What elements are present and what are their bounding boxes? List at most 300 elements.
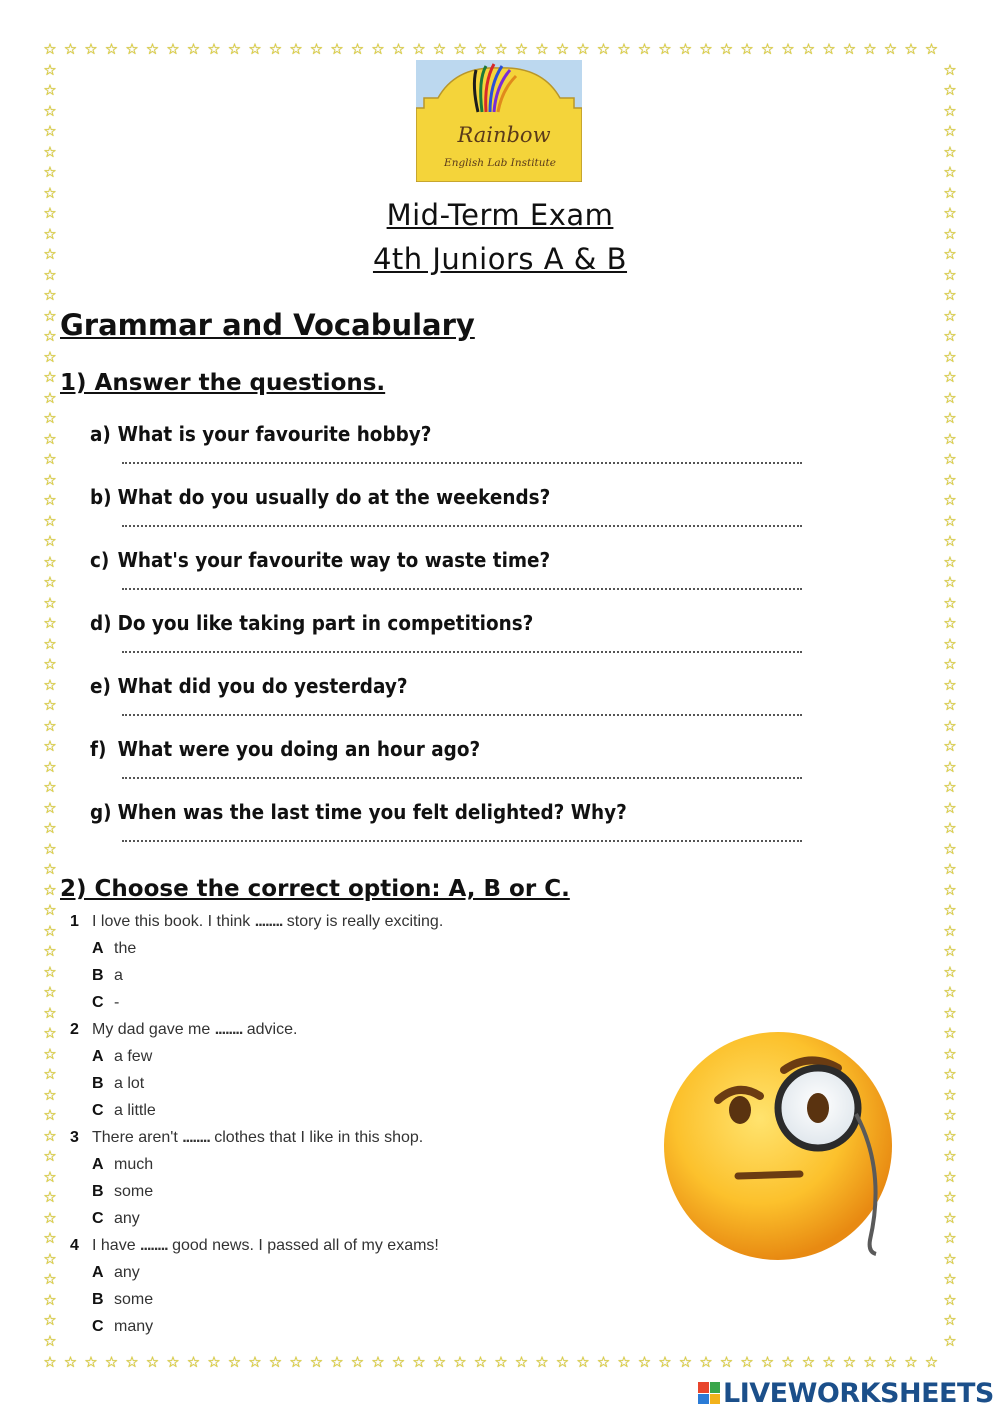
star-icon: ☆ (514, 1353, 529, 1371)
star-icon: ☆ (43, 204, 57, 222)
star-icon: ☆ (658, 40, 672, 58)
star-icon: ☆ (943, 552, 957, 571)
star-icon: ☆ (943, 388, 957, 407)
star-icon: ☆ (576, 1353, 590, 1371)
star-icon: ☆ (453, 40, 467, 58)
option-letter: B (92, 1291, 104, 1308)
star-icon: ☆ (43, 737, 57, 755)
mc-option-b[interactable] (92, 1183, 153, 1201)
star-icon: ☆ (43, 675, 57, 694)
star-icon: ☆ (43, 163, 57, 181)
star-icon: ☆ (943, 1126, 957, 1145)
star-icon: ☆ (309, 40, 324, 58)
star-icon: ☆ (943, 942, 957, 960)
option-letter: B (92, 967, 104, 984)
star-icon: ☆ (943, 142, 957, 161)
star-icon: ☆ (699, 1353, 713, 1371)
star-icon: ☆ (43, 1167, 57, 1186)
mc-option-c[interactable] (92, 994, 119, 1012)
part2-heading: 2) Choose the correct option: A, B or C. (60, 876, 570, 902)
star-icon: ☆ (514, 40, 529, 58)
question-label: g) (90, 800, 112, 824)
option-text: any (114, 1264, 140, 1281)
star-icon: ☆ (943, 634, 957, 653)
star-icon: ☆ (43, 901, 57, 919)
star-icon: ☆ (943, 368, 957, 386)
section-heading: Grammar and Vocabulary (60, 308, 475, 342)
mc-text-after: story is really exciting. (286, 913, 444, 930)
star-icon: ☆ (43, 860, 57, 878)
star-icon: ☆ (371, 40, 385, 58)
star-icon: ☆ (104, 1353, 119, 1371)
star-icon: ☆ (943, 1208, 957, 1227)
mc-blank[interactable]: ........ (182, 1129, 210, 1146)
star-icon: ☆ (84, 1353, 98, 1371)
question-2 (90, 485, 550, 509)
star-icon: ☆ (391, 40, 406, 58)
star-icon: ☆ (924, 40, 939, 58)
star-icon: ☆ (43, 1229, 57, 1247)
star-icon: ☆ (535, 1353, 549, 1371)
star-icon: ☆ (943, 757, 957, 776)
mc-text-after: advice. (246, 1021, 298, 1038)
star-icon: ☆ (43, 1106, 57, 1124)
question-label: b) (90, 485, 112, 509)
star-icon: ☆ (43, 183, 57, 202)
star-icon: ☆ (943, 245, 957, 263)
star-icon: ☆ (943, 819, 957, 837)
option-letter: C (92, 1318, 104, 1335)
mc-option-c[interactable] (92, 1210, 140, 1228)
star-icon: ☆ (781, 40, 795, 58)
answer-line-4[interactable] (122, 649, 802, 653)
star-icon: ☆ (43, 552, 57, 571)
question-text: What were you doing an hour ago? (117, 737, 481, 761)
star-icon: ☆ (658, 1353, 672, 1371)
star-icon: ☆ (801, 1353, 816, 1371)
star-icon: ☆ (207, 1353, 221, 1371)
answer-line-3[interactable] (122, 586, 802, 590)
star-icon: ☆ (125, 1353, 139, 1371)
star-icon: ☆ (943, 655, 957, 673)
star-icon: ☆ (248, 40, 262, 58)
star-icon: ☆ (43, 450, 57, 468)
question-4 (90, 611, 533, 635)
mc-number: 1 (70, 913, 79, 930)
star-icon: ☆ (227, 40, 242, 58)
star-icon: ☆ (207, 40, 221, 58)
mc-question-4 (70, 1237, 439, 1255)
option-letter: B (92, 1075, 104, 1092)
star-icon: ☆ (43, 983, 57, 1001)
mc-question-1 (70, 913, 443, 931)
mc-option-b[interactable] (92, 1075, 144, 1093)
mc-text-before: My dad gave me (92, 1021, 211, 1038)
mc-text-before: I love this book. I think (92, 913, 251, 930)
star-icon: ☆ (943, 716, 957, 735)
part1-heading: 1) Answer the questions. (60, 370, 386, 396)
answer-line-7[interactable] (122, 838, 802, 842)
star-icon: ☆ (63, 1353, 78, 1371)
star-icon: ☆ (43, 1065, 57, 1083)
mc-text-before: I have (92, 1237, 136, 1254)
star-icon: ☆ (822, 40, 836, 58)
star-icon: ☆ (943, 614, 957, 632)
option-text: a few (114, 1048, 153, 1065)
star-icon: ☆ (842, 1353, 857, 1371)
question-3 (90, 548, 550, 572)
answer-line-2[interactable] (122, 523, 802, 527)
option-text: some (114, 1183, 154, 1200)
star-icon: ☆ (637, 1353, 652, 1371)
star-icon: ☆ (350, 1353, 365, 1371)
star-icon: ☆ (330, 1353, 344, 1371)
star-icon: ☆ (943, 1290, 957, 1309)
star-icon: ☆ (494, 1353, 508, 1371)
star-icon: ☆ (43, 40, 57, 58)
star-icon: ☆ (943, 839, 957, 858)
star-icon: ☆ (943, 1167, 957, 1186)
mc-number: 4 (70, 1237, 79, 1254)
star-icon: ☆ (943, 265, 957, 284)
star-icon: ☆ (227, 1353, 242, 1371)
star-icon: ☆ (43, 1311, 57, 1329)
star-icon: ☆ (637, 40, 652, 58)
star-icon: ☆ (943, 183, 957, 202)
option-text: any (114, 1210, 140, 1227)
question-label: d) (90, 611, 112, 635)
question-7 (90, 800, 627, 824)
question-label: c) (90, 548, 110, 572)
mc-option-c[interactable] (92, 1102, 156, 1120)
star-icon: ☆ (43, 880, 57, 899)
question-text: When was the last time you felt delighted? Why? (117, 800, 627, 824)
star-icon: ☆ (248, 1353, 262, 1371)
star-icon: ☆ (145, 40, 160, 58)
option-letter: A (92, 1264, 104, 1281)
star-icon: ☆ (43, 511, 57, 530)
star-icon: ☆ (43, 429, 57, 448)
question-text: What do you usually do at the weekends? (117, 485, 551, 509)
star-icon: ☆ (43, 1208, 57, 1227)
star-icon: ☆ (494, 40, 508, 58)
star-icon: ☆ (943, 409, 957, 427)
star-icon: ☆ (309, 1353, 324, 1371)
mc-option-a[interactable] (92, 1156, 153, 1174)
star-icon: ☆ (43, 122, 57, 140)
star-icon: ☆ (943, 983, 957, 1001)
star-icon: ☆ (43, 491, 57, 509)
star-icon: ☆ (453, 1353, 467, 1371)
star-icon: ☆ (43, 1003, 57, 1022)
star-icon: ☆ (43, 1249, 57, 1268)
star-icon: ☆ (43, 245, 57, 263)
star-icon: ☆ (166, 1353, 180, 1371)
star-icon: ☆ (943, 1003, 957, 1022)
star-icon: ☆ (43, 716, 57, 735)
option-text: a little (114, 1102, 156, 1119)
star-icon: ☆ (43, 1331, 57, 1350)
star-icon: ☆ (43, 942, 57, 960)
star-icon: ☆ (432, 40, 447, 58)
question-1 (90, 422, 431, 446)
star-icon: ☆ (943, 1270, 957, 1288)
star-icon: ☆ (43, 1188, 57, 1206)
star-icon: ☆ (43, 224, 57, 243)
star-icon: ☆ (412, 40, 426, 58)
question-text: What's your favourite way to waste time? (117, 548, 551, 572)
star-icon: ☆ (43, 921, 57, 940)
star-icon: ☆ (473, 40, 488, 58)
option-text: a lot (114, 1075, 145, 1092)
star-icon: ☆ (166, 40, 180, 58)
star-icon: ☆ (678, 40, 693, 58)
star-icon: ☆ (943, 901, 957, 919)
star-icon: ☆ (43, 757, 57, 776)
star-icon: ☆ (43, 655, 57, 673)
star-icon: ☆ (760, 40, 775, 58)
star-icon: ☆ (719, 40, 734, 58)
star-icon: ☆ (943, 1331, 957, 1350)
star-icon: ☆ (943, 1085, 957, 1104)
star-icon: ☆ (43, 60, 57, 79)
star-icon: ☆ (943, 224, 957, 243)
star-icon: ☆ (883, 1353, 898, 1371)
option-letter: C (92, 1102, 104, 1119)
star-icon: ☆ (43, 962, 57, 981)
star-icon: ☆ (943, 327, 957, 345)
star-icon: ☆ (719, 1353, 734, 1371)
star-icon: ☆ (43, 409, 57, 427)
option-letter: A (92, 1156, 104, 1173)
star-icon: ☆ (371, 1353, 385, 1371)
star-icon: ☆ (943, 573, 957, 591)
star-icon: ☆ (43, 470, 57, 489)
question-label: f) (90, 737, 107, 761)
exam-title: Mid-Term Exam (386, 198, 614, 232)
star-icon: ☆ (617, 40, 631, 58)
star-icon: ☆ (289, 40, 303, 58)
star-icon: ☆ (943, 429, 957, 448)
star-icon: ☆ (186, 40, 201, 58)
star-icon: ☆ (43, 614, 57, 632)
star-icon: ☆ (943, 1044, 957, 1063)
star-icon: ☆ (943, 122, 957, 140)
star-icon: ☆ (943, 286, 957, 304)
star-icon: ☆ (63, 40, 78, 58)
mc-option-a[interactable] (92, 1264, 140, 1282)
star-icon: ☆ (943, 1147, 957, 1165)
liveworksheets-badge-icon (698, 1382, 720, 1404)
star-icon: ☆ (943, 60, 957, 79)
star-icon: ☆ (943, 1188, 957, 1206)
answer-line-6[interactable] (122, 775, 802, 779)
star-icon: ☆ (943, 860, 957, 878)
question-label: e) (90, 674, 111, 698)
star-icon: ☆ (43, 347, 57, 366)
star-icon: ☆ (943, 347, 957, 366)
star-icon: ☆ (863, 40, 877, 58)
star-icon: ☆ (43, 327, 57, 345)
star-icon: ☆ (43, 532, 57, 550)
star-icon: ☆ (268, 40, 283, 58)
rainbow-logo (416, 60, 582, 182)
option-letter: A (92, 1048, 104, 1065)
star-icon: ☆ (924, 1353, 939, 1371)
mc-blank[interactable]: ........ (140, 1237, 168, 1254)
mc-option-c[interactable] (92, 1318, 153, 1336)
mc-text-before: There aren't (92, 1129, 178, 1146)
mc-blank[interactable]: ........ (254, 913, 283, 930)
star-icon: ☆ (43, 1353, 57, 1371)
star-icon: ☆ (943, 1311, 957, 1329)
star-icon: ☆ (555, 1353, 570, 1371)
star-icon: ☆ (943, 675, 957, 694)
star-icon: ☆ (43, 1126, 57, 1145)
star-icon: ☆ (535, 40, 549, 58)
question-text: What did you do yesterday? (117, 674, 408, 698)
star-icon: ☆ (43, 368, 57, 386)
mc-option-b[interactable] (92, 1291, 153, 1309)
star-icon: ☆ (943, 511, 957, 530)
star-icon: ☆ (125, 40, 139, 58)
star-icon: ☆ (43, 1270, 57, 1288)
mc-question-3 (70, 1129, 423, 1147)
star-icon: ☆ (576, 40, 590, 58)
star-icon: ☆ (391, 1353, 406, 1371)
star-icon: ☆ (943, 1229, 957, 1247)
star-icon: ☆ (781, 1353, 795, 1371)
option-text: many (114, 1318, 154, 1335)
star-icon: ☆ (699, 40, 713, 58)
star-icon: ☆ (943, 778, 957, 796)
star-icon: ☆ (43, 819, 57, 837)
mc-option-a[interactable] (92, 940, 136, 958)
question-text: What is your favourite hobby? (117, 422, 432, 446)
liveworksheets-logo[interactable] (698, 1378, 994, 1408)
star-icon: ☆ (330, 40, 344, 58)
option-text: much (114, 1156, 154, 1173)
question-6 (90, 737, 480, 761)
star-icon: ☆ (43, 798, 57, 817)
answer-line-5[interactable] (122, 712, 802, 716)
star-icon: ☆ (555, 40, 570, 58)
star-icon: ☆ (822, 1353, 836, 1371)
star-icon: ☆ (596, 40, 611, 58)
option-text: some (114, 1291, 154, 1308)
question-5 (90, 674, 408, 698)
star-icon: ☆ (740, 40, 754, 58)
star-icon: ☆ (43, 286, 57, 304)
star-icon: ☆ (943, 163, 957, 181)
star-icon: ☆ (943, 921, 957, 940)
star-icon: ☆ (43, 634, 57, 653)
star-icon: ☆ (943, 1065, 957, 1083)
star-icon: ☆ (740, 1353, 754, 1371)
star-icon: ☆ (943, 1249, 957, 1268)
option-letter: C (92, 994, 104, 1011)
star-icon: ☆ (943, 491, 957, 509)
star-icon: ☆ (943, 696, 957, 714)
star-icon: ☆ (863, 1353, 877, 1371)
option-letter: C (92, 1210, 104, 1227)
star-icon: ☆ (943, 101, 957, 120)
star-icon: ☆ (145, 1353, 160, 1371)
star-icon: ☆ (943, 532, 957, 550)
star-icon: ☆ (904, 1353, 918, 1371)
star-icon: ☆ (268, 1353, 283, 1371)
star-icon: ☆ (943, 593, 957, 612)
question-text: Do you like taking part in competitions? (117, 611, 534, 635)
star-icon: ☆ (43, 839, 57, 858)
exam-class: 4th Juniors A & B (372, 242, 628, 276)
logo-subtitle-text: English Lab Institute (444, 157, 556, 169)
answer-line-1[interactable] (122, 460, 802, 464)
star-icon: ☆ (801, 40, 816, 58)
star-icon: ☆ (883, 40, 898, 58)
option-text: - (114, 994, 120, 1011)
mc-option-b[interactable] (92, 967, 123, 985)
mc-text-after: clothes that I like in this shop. (214, 1129, 424, 1146)
mc-number: 2 (70, 1021, 79, 1038)
star-icon: ☆ (43, 142, 57, 161)
option-text: the (114, 940, 137, 957)
star-icon: ☆ (943, 306, 957, 325)
star-icon: ☆ (43, 778, 57, 796)
star-icon: ☆ (43, 573, 57, 591)
star-icon: ☆ (43, 1147, 57, 1165)
star-icon: ☆ (617, 1353, 631, 1371)
star-icon: ☆ (943, 450, 957, 468)
star-icon: ☆ (186, 1353, 201, 1371)
star-icon: ☆ (43, 1024, 57, 1042)
star-icon: ☆ (43, 1290, 57, 1309)
star-icon: ☆ (943, 470, 957, 489)
mc-question-2 (70, 1021, 297, 1039)
star-icon: ☆ (43, 1085, 57, 1104)
mc-number: 3 (70, 1129, 79, 1146)
star-icon: ☆ (43, 593, 57, 612)
star-icon: ☆ (104, 40, 119, 58)
star-icon: ☆ (678, 1353, 693, 1371)
star-icon: ☆ (412, 1353, 426, 1371)
star-icon: ☆ (43, 388, 57, 407)
star-icon: ☆ (943, 737, 957, 755)
star-icon: ☆ (43, 1044, 57, 1063)
logo-brand-text: Rainbow (457, 123, 551, 147)
option-letter: B (92, 1183, 104, 1200)
mc-blank[interactable]: ........ (214, 1021, 243, 1038)
star-icon: ☆ (943, 880, 957, 899)
liveworksheets-brand-text: LIVEWORKSHEETS (723, 1377, 994, 1409)
star-icon: ☆ (43, 696, 57, 714)
star-icon: ☆ (43, 306, 57, 325)
star-icon: ☆ (760, 1353, 775, 1371)
monocle-face-emoji-icon (660, 1030, 900, 1260)
mc-option-a[interactable] (92, 1048, 152, 1066)
mc-text-after: good news. I passed all of my exams! (172, 1237, 439, 1254)
star-icon: ☆ (596, 1353, 611, 1371)
star-icon: ☆ (350, 40, 365, 58)
star-icon: ☆ (943, 798, 957, 817)
question-label: a) (90, 422, 111, 446)
star-icon: ☆ (943, 1024, 957, 1042)
star-icon: ☆ (943, 81, 957, 99)
star-icon: ☆ (842, 40, 857, 58)
star-icon: ☆ (84, 40, 98, 58)
star-icon: ☆ (904, 40, 918, 58)
star-icon: ☆ (43, 101, 57, 120)
